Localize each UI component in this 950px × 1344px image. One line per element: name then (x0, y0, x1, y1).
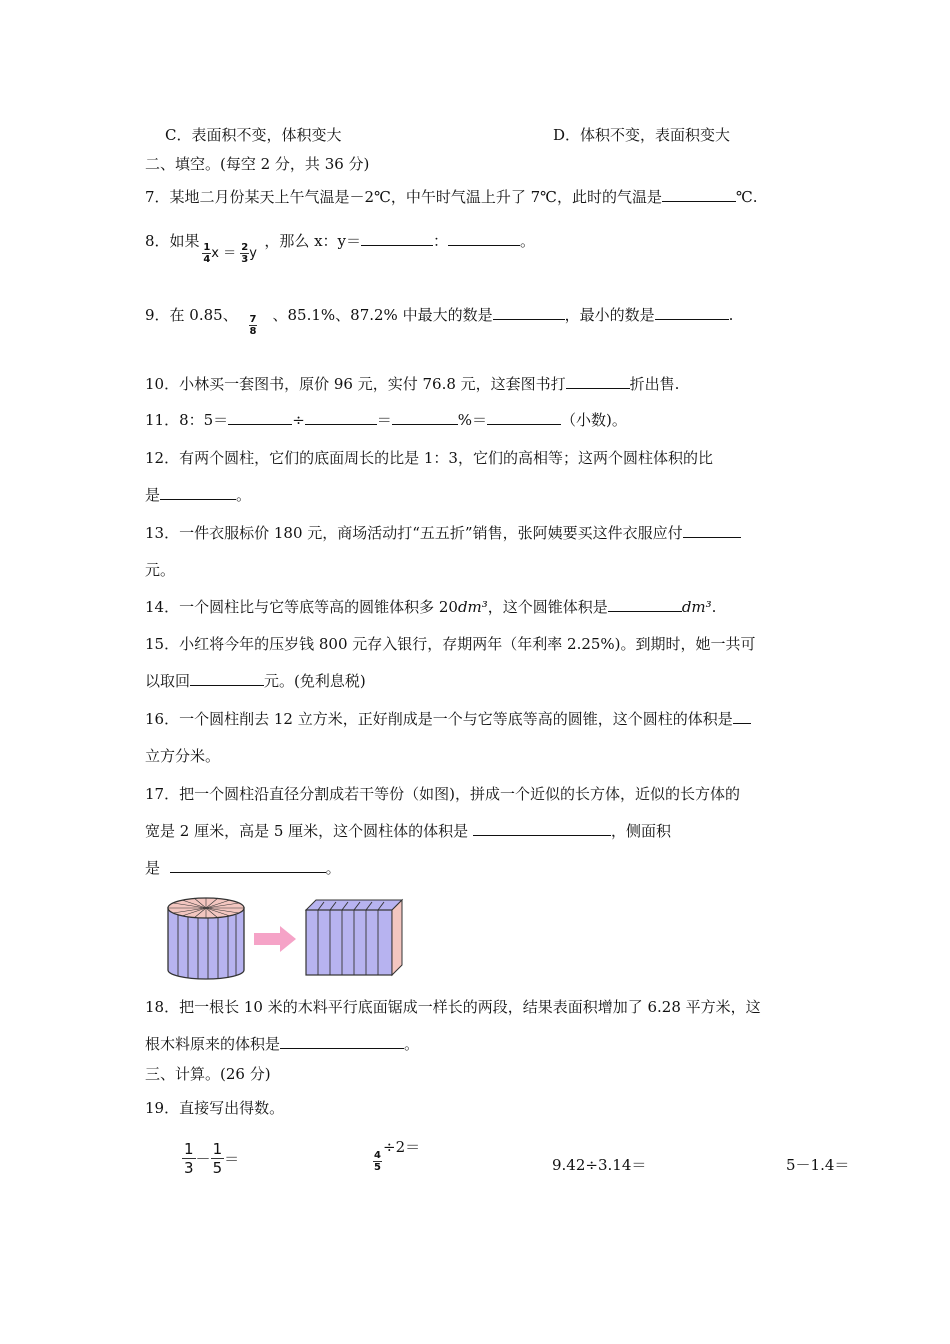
q8-mid: ，那么 x：y＝ (264, 232, 362, 250)
question-12-line-1: 12．有两个圆柱，它们的底面周长的比是 1：3，它们的高相等；这两个圆柱体积的比 (145, 449, 713, 467)
q9-prefix: 9．在 0.85、 (145, 306, 238, 324)
question-9 (145, 300, 734, 337)
cylinder-icon (168, 898, 244, 979)
q12-prefix: 是 (145, 486, 161, 504)
q19-expression-1: $\frac{1}{3}$ － $\frac{1}{5}$ ＝ (184, 1140, 240, 1177)
question-10 (145, 374, 679, 394)
q8-colon: ： (433, 232, 449, 250)
question-12-line-2 (145, 485, 251, 505)
cuboid-icon (306, 900, 402, 975)
q11-blank-2[interactable] (305, 410, 377, 425)
question-19-title: 19．直接写出得数。 (145, 1099, 285, 1117)
q7-unit: ℃. (735, 188, 758, 206)
q8-prefix: 8．如果 (145, 232, 200, 250)
question-18-line-1: 18．把一根长 10 米的木料平行底面锯成一样长的两段，结果表面积增加了 6.28 平方米，这 (145, 998, 761, 1016)
question-17-line-1: 17．把一个圆柱沿直径分割成若干等份（如图)，拼成一个近似的长方体，近似的长方体的 (145, 785, 740, 803)
q8-blank-x[interactable] (361, 231, 433, 246)
q11-eq: ＝ (376, 411, 392, 429)
cylinder-to-cuboid-figure (158, 890, 418, 985)
q18-prefix: 根木料原来的体积是 (145, 1035, 281, 1053)
q10-end: 折出售. (629, 375, 680, 393)
q14-end: . (711, 598, 717, 616)
q12-blank[interactable] (160, 485, 236, 500)
q17-prefix: 宽是 2 厘米，高是 5 厘米，这个圆柱体的体积是 (145, 822, 469, 840)
q17-end: 。 (325, 859, 341, 877)
q11-blank-4[interactable] (487, 410, 561, 425)
q11-pct: %＝ (457, 411, 488, 429)
q8-equation: $\frac{1}{4}$ x ＝ $\frac{2}{3}$ y (203, 242, 257, 265)
q14-blank[interactable] (608, 597, 682, 612)
q14-unit-1: dm³ (457, 598, 488, 616)
q17-mid: ，侧面积 (610, 822, 671, 840)
section-3-title: 三、计算。(26 分) (145, 1065, 271, 1083)
q11-blank-3[interactable] (392, 410, 458, 425)
q16-blank[interactable] (733, 709, 751, 724)
q15-prefix: 以取回 (145, 672, 191, 690)
q14-unit-2: dm³ (681, 598, 712, 616)
q17-prefix-3: 是 (145, 859, 161, 877)
q14-mid: ，这个圆锥体积是 (487, 598, 608, 616)
q11-blank-1[interactable] (228, 410, 292, 425)
question-13-line-1 (145, 523, 741, 543)
q6-option-c: C．表面积不变，体积变大 (165, 126, 342, 144)
q16-text: 16．一个圆柱削去 12 立方米，正好削成是一个与它等底等高的圆锥，这个圆柱的体积是 (145, 710, 733, 728)
question-7 (145, 187, 758, 207)
q17-blank-volume[interactable] (473, 821, 611, 836)
q18-blank[interactable] (280, 1034, 404, 1049)
q9-blank-max[interactable] (493, 305, 565, 320)
question-18-line-2 (145, 1034, 419, 1054)
q18-end: 。 (404, 1035, 420, 1053)
question-17-line-2 (145, 821, 671, 841)
question-16-line-2: 立方分米。 (145, 747, 221, 765)
question-11 (145, 410, 627, 430)
q8-end: 。 (520, 232, 536, 250)
question-8 (145, 226, 536, 265)
right-arrow-icon (254, 926, 296, 952)
q9-fraction: $\frac{7}{8}$ (249, 314, 257, 337)
question-17-line-3 (145, 858, 341, 878)
q11-end: （小数)。 (561, 411, 627, 429)
q9-mid2: ，最小的数是 (564, 306, 655, 324)
q13-text: 13．一件衣服标价 180 元，商场活动打“五五折”销售，张阿姨要买这件衣服应付 (145, 524, 683, 542)
question-13-line-2: 元。 (145, 561, 176, 579)
q19-expression-4: 5－1.4＝ (786, 1156, 850, 1174)
q13-blank[interactable] (683, 523, 741, 538)
q6-option-d: D．体积不变，表面积变大 (553, 126, 731, 144)
q11-div: ÷ (292, 411, 305, 429)
q17-blank-lateral[interactable] (170, 858, 326, 873)
question-14 (145, 597, 716, 617)
question-15-line-2 (145, 671, 366, 691)
q14-text: 14．一个圆柱比与它等底等高的圆锥体积多 20 (145, 598, 458, 616)
q15-end: 元。(免利息税) (264, 672, 366, 690)
q12-end: 。 (236, 486, 252, 504)
q10-text: 10．小林买一套图书，原价 96 元，实付 76.8 元，这套图书打 (145, 375, 566, 393)
q15-blank[interactable] (190, 671, 264, 686)
q19-expression-3: 9.42÷3.14＝ (552, 1156, 647, 1174)
q7-text: 7．某地二月份某天上午气温是－2℃，中午时气温上升了 7℃，此时的气温是 (145, 188, 662, 206)
q9-blank-min[interactable] (655, 305, 729, 320)
q8-blank-y[interactable] (448, 231, 520, 246)
q9-end: . (728, 306, 734, 324)
q10-blank[interactable] (566, 374, 630, 389)
q7-blank[interactable] (662, 187, 736, 202)
q9-mid: 、85.1%、87.2% 中最大的数是 (272, 306, 493, 324)
question-16-line-1 (145, 709, 751, 729)
question-15-line-1: 15．小红将今年的压岁钱 800 元存入银行，存期两年（年利率 2.25%)。到期时，她一共可 (145, 635, 756, 653)
q11-prefix: 11．8：5＝ (145, 411, 229, 429)
section-2-title: 二、填空。(每空 2 分，共 36 分) (145, 155, 370, 173)
